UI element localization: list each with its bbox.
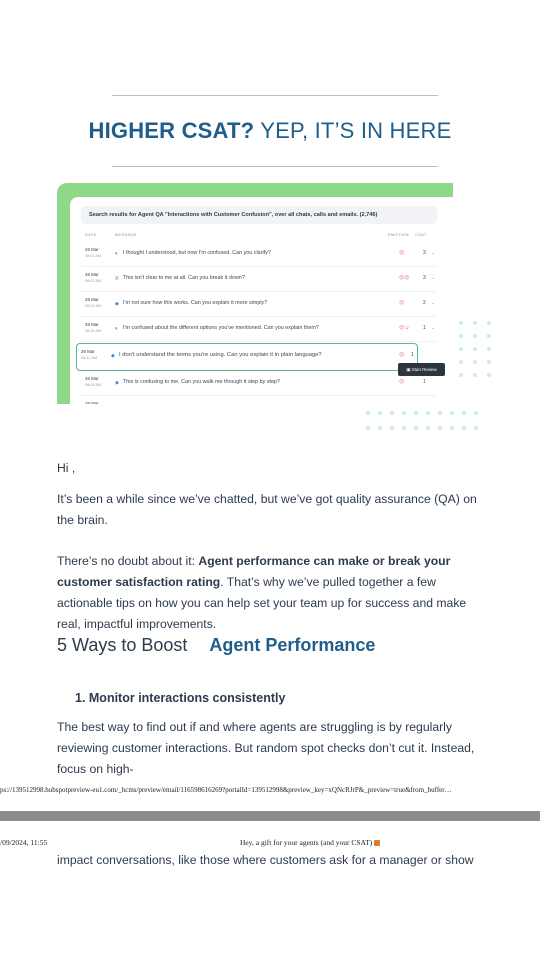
dot [459, 321, 463, 325]
table-row: 26 Mar 08:02 AM ◆ I'm not sure how this works. Can you explain it more simply? ☹ 2 ⌄ [81, 292, 437, 317]
dot [459, 347, 463, 351]
emotion-icon: ☹ [399, 250, 405, 256]
message-text: I don't understand the terms you're using. Can you explain it in plain language? [119, 352, 322, 358]
emotion-icon: ☹ [399, 300, 405, 306]
dot [414, 411, 418, 415]
message-text: I'm not sure how this works. Can you explain it more simply? [123, 300, 268, 306]
table-row: 26 Mar 08:02 AM ▾ I thought I understood, but now I'm confused. Can you clarify? ☹ 3 ⌄ [81, 242, 437, 267]
product-screenshot [70, 197, 453, 404]
table-row: 26 Mar 08:36 AM ▾ I'm confused about the different options you've mentioned. Can you explain them? ☹☺ 1 ⌄ [81, 317, 437, 342]
section-heading: 5 Ways to Boost Agent Performance [57, 635, 376, 655]
phone-icon: ✆ [115, 276, 120, 282]
column-date: DATE [85, 232, 97, 237]
dot [390, 426, 394, 430]
dot [487, 373, 491, 377]
print-url: ps://139512998.hubspotpreview-eu1.com/_hcms/preview/email/116598616269?portalId=139512998&preview_key=xQNcRJrP&_preview=true&from_buffer… [0, 786, 452, 794]
message-text: I'm confused about the different options you've mentioned. Can you explain them? [123, 325, 319, 331]
dot [473, 373, 477, 377]
performance-paragraph: There’s no doubt about it: Agent performance can make or break your customer satisfaction rating. That’s why we’ve pulled together a few actionable tips on how you can help set your team up for success and make real, impactful improvements. [57, 554, 467, 631]
dot [474, 411, 478, 415]
bottom-divider [112, 166, 438, 167]
top-divider [112, 95, 438, 96]
dot [378, 411, 382, 415]
dot [487, 347, 491, 351]
dot [402, 411, 406, 415]
email-icon: ◆ [115, 380, 119, 386]
dot [487, 321, 491, 325]
column-message: MESSAGE [115, 232, 137, 237]
table-row: 26 Mar 08:06 AM ◆ This is confusing to me. Can you walk me through it step by step? ☹ 1 [81, 371, 437, 396]
email-icon: ◆ [115, 301, 119, 307]
message-text: I thought I understood, but now I'm confused. Can you clarify? [123, 250, 271, 256]
dot [459, 373, 463, 377]
chevron-down-icon: ⌄ [431, 300, 436, 306]
gift-icon [374, 840, 380, 846]
emotion-icon: ☹☺ [399, 325, 410, 331]
dot [459, 360, 463, 364]
dot [438, 411, 442, 415]
headline-light: YEP, IT’S IN HERE [260, 118, 452, 143]
chevron-down-icon: ⌄ [431, 250, 436, 256]
continued-paragraph: impact conversations, like those where customers ask for a manager or show [57, 853, 474, 867]
dot [487, 360, 491, 364]
dot [487, 334, 491, 338]
headline [0, 118, 540, 144]
chevron-down-icon: ⌄ [431, 325, 436, 331]
search-results-bar: Search results for Agent QA "Interactions with Customer Confusion", over all chats, calls and emails. (2,746) [81, 206, 437, 224]
dot [366, 411, 370, 415]
dot [459, 334, 463, 338]
dot [473, 334, 477, 338]
dot [450, 411, 454, 415]
message-text: This is confusing to me. Can you walk me through it step by step? [123, 379, 281, 385]
email-icon: ◆ [111, 353, 115, 359]
chat-icon: ▾ [115, 251, 118, 257]
bold-emphasis: Agent performance can make or break your customer satisfaction rating [57, 554, 451, 589]
emotion-icon: ☹ [399, 352, 405, 358]
tip-paragraph: The best way to find out if and where agents are struggling is by regularly reviewing customer interactions. But random spot checks don’t cut it. Instead, focus on high- [57, 720, 475, 776]
dot [378, 426, 382, 430]
emotion-icon: ☹ [399, 379, 405, 385]
emotion-icon: ☹☹ [399, 275, 410, 281]
intro-paragraph: It’s been a while since we’ve chatted, but we’ve got quality assurance (QA) on the brain. [57, 492, 477, 527]
dot [474, 426, 478, 430]
headline-strong: HIGHER CSAT? [88, 118, 255, 143]
chevron-down-icon: ⌄ [431, 275, 436, 281]
dot [414, 426, 418, 430]
dot [473, 321, 477, 325]
highlighted-row[interactable]: 26 Mar 08:42 AM ◆ I don't understand the terms you're using. Can you explain it in plain language? ☹ 1 [76, 343, 418, 371]
print-date: /09/2024, 11:55 [0, 838, 48, 847]
chat-icon: ▾ [115, 326, 118, 332]
column-csat: CSAT [415, 232, 427, 237]
dot [366, 426, 370, 430]
dot [462, 411, 466, 415]
print-title: Hey, a gift for your agents (and your CSAT) [240, 838, 380, 847]
message-text: This isn't clear to me at all. Can you break it down? [123, 275, 245, 281]
tip-heading: 1. Monitor interactions consistently [75, 691, 286, 705]
dot [426, 411, 430, 415]
dot [426, 426, 430, 430]
page-break-band [0, 811, 540, 821]
dot [390, 411, 394, 415]
column-emotion: EMOTION [388, 232, 409, 237]
dot [438, 426, 442, 430]
table-row: 26 Mar [81, 396, 437, 404]
dot [402, 426, 406, 430]
dot [473, 347, 477, 351]
start-review-button[interactable]: ▣ Start Review [398, 363, 445, 376]
greeting: Hi , [57, 461, 76, 475]
table-row: 26 Mar 08:02 AM ✆ This isn't clear to me at all. Can you break it down? ☹☹ 3 ⌄ [81, 267, 437, 292]
dot [462, 426, 466, 430]
dot [450, 426, 454, 430]
dot [473, 360, 477, 364]
